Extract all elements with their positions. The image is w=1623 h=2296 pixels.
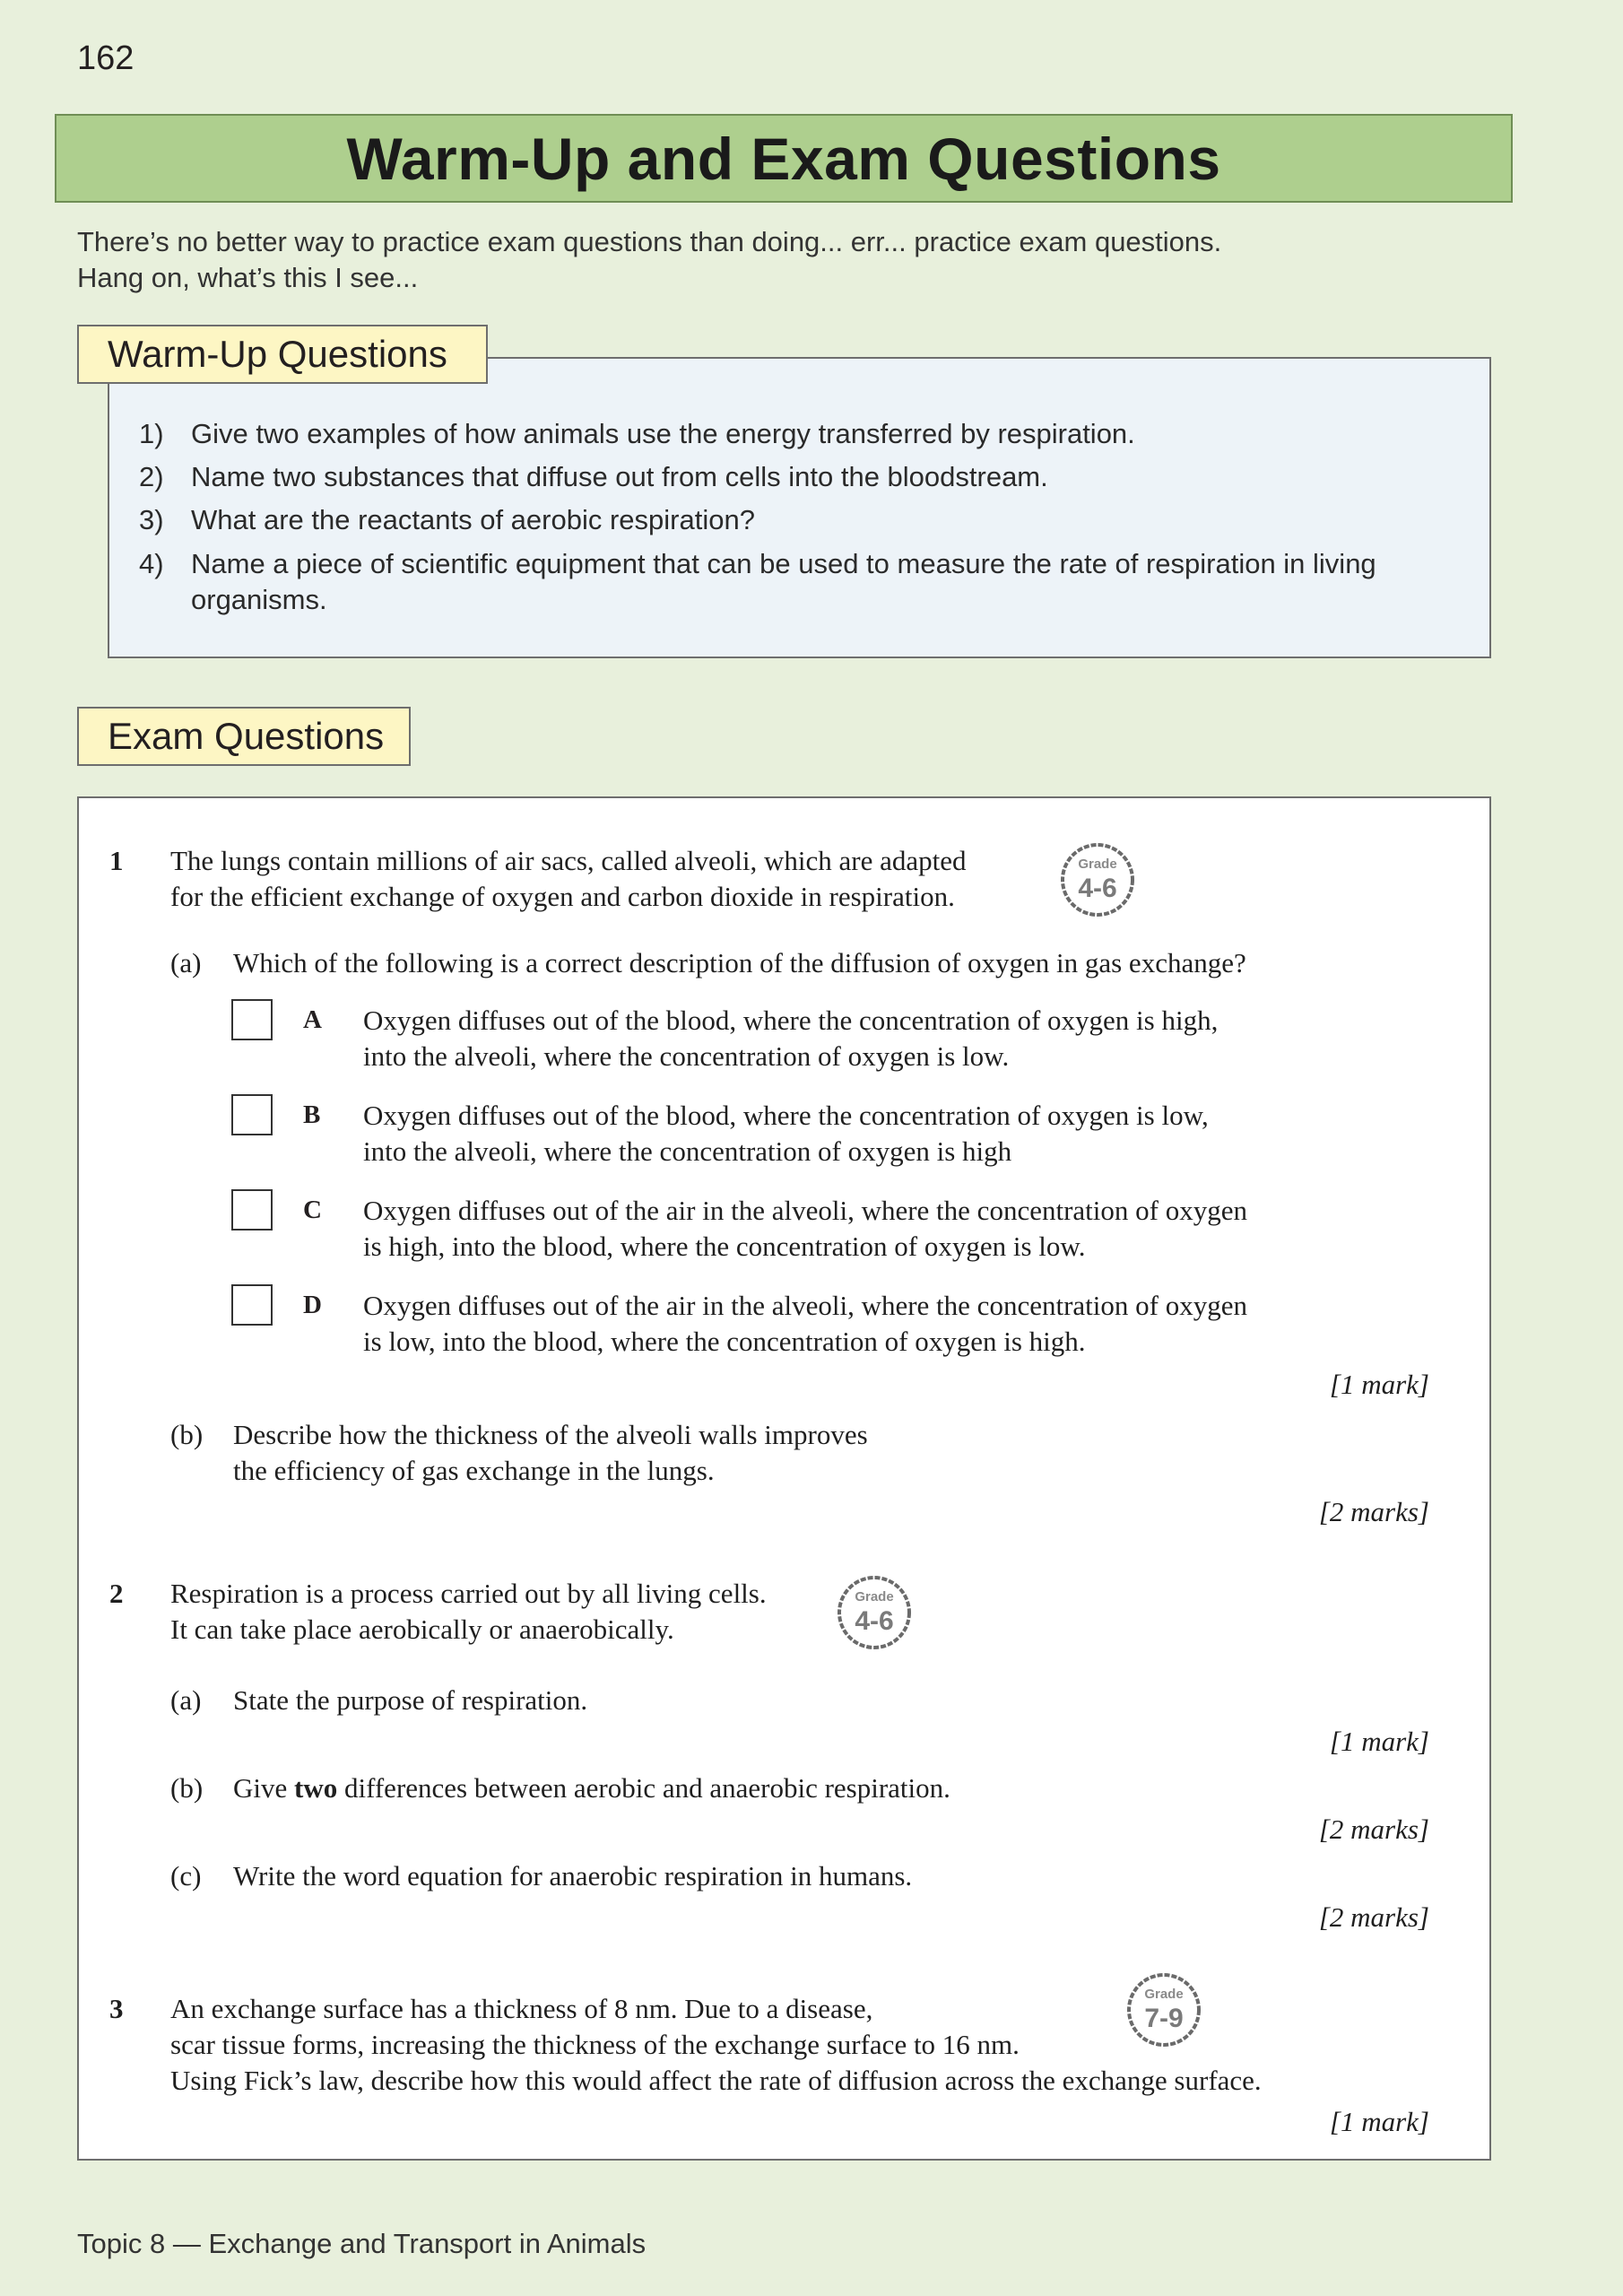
intro-line-1: There’s no better way to practice exam questions than doing... err... practice exam questions. (77, 226, 1222, 257)
option-a-text-line-1: Oxygen diffuses out of the blood, where the concentration of oxygen is high, (363, 1004, 1219, 1036)
warmup-question-text: Give two examples of how animals use the energy transferred by respiration. (191, 418, 1135, 449)
grade-badge-icon (836, 1574, 913, 1651)
question-1-stem-line-2: for the efficient exchange of oxygen and carbon dioxide in respiration. (170, 881, 955, 912)
warmup-question (139, 459, 1457, 495)
grade-value: 7-9 (1144, 2004, 1184, 2033)
option-b-checkbox[interactable] (231, 1094, 273, 1135)
option-c-checkbox[interactable] (231, 1189, 273, 1231)
option-d-text-line-1: Oxygen diffuses out of the air in the alveoli, where the concentration of oxygen (363, 1290, 1247, 1321)
question-2c-marks: [2 marks] (1318, 1901, 1429, 1933)
question-1-number: 1 (109, 845, 124, 876)
option-c-text-line-2: is high, into the blood, where the concentration of oxygen is low. (363, 1231, 1086, 1262)
warmup-heading-text: Warm-Up Questions (108, 333, 447, 375)
question-1b-label: (b) (170, 1419, 204, 1450)
option-c-text-line-1: Oxygen diffuses out of the air in the alveoli, where the concentration of oxygen (363, 1195, 1247, 1226)
warmup-question (139, 502, 1457, 538)
question-1a-label: (a) (170, 947, 202, 978)
question-2a-marks: [1 mark] (1329, 1726, 1429, 1757)
question-3-line-2: scar tissue forms, increasing the thickness of the exchange surface to 16 nm. (170, 2029, 1020, 2060)
question-1-stem-line-1: The lungs contain millions of air sacs, called alveoli, which are adapted (170, 845, 967, 876)
question-2b-text-bold: two (294, 1772, 338, 1804)
option-b-text-line-2: into the alveoli, where the concentration of oxygen is high (363, 1135, 1012, 1167)
grade-badge-icon (1125, 1971, 1202, 2048)
question-1a-text: Which of the following is a correct description of the diffusion of oxygen in gas exchange? (233, 947, 1246, 978)
question-3-line-1: An exchange surface has a thickness of 8 nm. Due to a disease, (170, 1993, 873, 2024)
warmup-question-number: 4) (139, 548, 164, 579)
warmup-question (139, 416, 1457, 452)
question-2b-label: (b) (170, 1772, 204, 1804)
exam-heading-text: Exam Questions (108, 715, 385, 757)
option-a-letter: A (303, 1005, 322, 1034)
exam-heading (77, 707, 411, 766)
option-d-checkbox[interactable] (231, 1284, 273, 1326)
question-1a-marks: [1 mark] (1329, 1369, 1429, 1400)
warmup-question-text: What are the reactants of aerobic respiration? (191, 504, 755, 535)
grade-badge-q3 (1125, 1971, 1202, 2048)
question-2b-text-post: differences between aerobic and anaerobic respiration. (337, 1772, 950, 1804)
option-c-letter: C (303, 1196, 322, 1224)
question-2-stem-line-2: It can take place aerobically or anaerobically. (170, 1613, 674, 1645)
warmup-question (139, 546, 1457, 618)
option-a-text-line-2: into the alveoli, where the concentration of oxygen is low. (363, 1040, 1010, 1072)
grade-label: Grade (1078, 857, 1117, 872)
warmup-question-number: 3) (139, 504, 164, 535)
question-2a-text: State the purpose of respiration. (233, 1684, 588, 1716)
page-title: Warm-Up and Exam Questions (346, 125, 1221, 192)
option-b-text-line-1: Oxygen diffuses out of the blood, where the concentration of oxygen is low, (363, 1100, 1209, 1131)
grade-value: 4-6 (855, 1606, 894, 1636)
grade-badge-icon (1059, 841, 1136, 918)
question-2b-text (233, 1770, 950, 1806)
footer-topic: Topic 8 — Exchange and Transport in Animals (77, 2228, 647, 2259)
question-2c-label: (c) (170, 1860, 202, 1892)
question-3-number: 3 (109, 1993, 124, 2024)
warmup-question-text: Name two substances that diffuse out from cells into the bloodstream. (191, 461, 1048, 492)
question-2c-text: Write the word equation for anaerobic respiration in humans. (233, 1860, 913, 1892)
option-d-letter: D (303, 1291, 322, 1319)
question-3-marks: [1 mark] (1329, 2106, 1429, 2137)
grade-value: 4-6 (1078, 874, 1117, 903)
option-b-letter: B (303, 1100, 321, 1129)
option-a-checkbox[interactable] (231, 999, 273, 1040)
warmup-question-text: Name a piece of scientific equipment that can be used to measure the rate of respiration in living organisms. (191, 548, 1376, 615)
question-2b-marks: [2 marks] (1318, 1813, 1429, 1845)
intro-line-2: Hang on, what’s this I see... (77, 262, 419, 293)
question-2-number: 2 (109, 1578, 124, 1609)
question-3-line-3: Using Fick’s law, describe how this would affect the rate of diffusion across the exchange surface. (170, 2065, 1262, 2096)
question-1b-line-2: the efficiency of gas exchange in the lungs. (233, 1455, 715, 1486)
question-2-stem-line-1: Respiration is a process carried out by all living cells. (170, 1578, 767, 1609)
question-2a-label: (a) (170, 1684, 202, 1716)
title-banner (55, 114, 1513, 203)
question-2b-text-pre: Give (233, 1772, 295, 1804)
warmup-heading (77, 325, 488, 384)
warmup-question-number: 2) (139, 461, 164, 492)
question-1b-line-1: Describe how the thickness of the alveoli walls improves (233, 1419, 868, 1450)
grade-badge-q2 (836, 1574, 913, 1651)
grade-badge-q1 (1059, 841, 1136, 918)
warmup-question-number: 1) (139, 418, 164, 449)
grade-label: Grade (855, 1589, 894, 1605)
question-1b-marks: [2 marks] (1318, 1496, 1429, 1527)
page-number: 162 (77, 39, 135, 77)
option-d-text-line-2: is low, into the blood, where the concentration of oxygen is high. (363, 1326, 1086, 1357)
grade-label: Grade (1144, 1987, 1184, 2002)
